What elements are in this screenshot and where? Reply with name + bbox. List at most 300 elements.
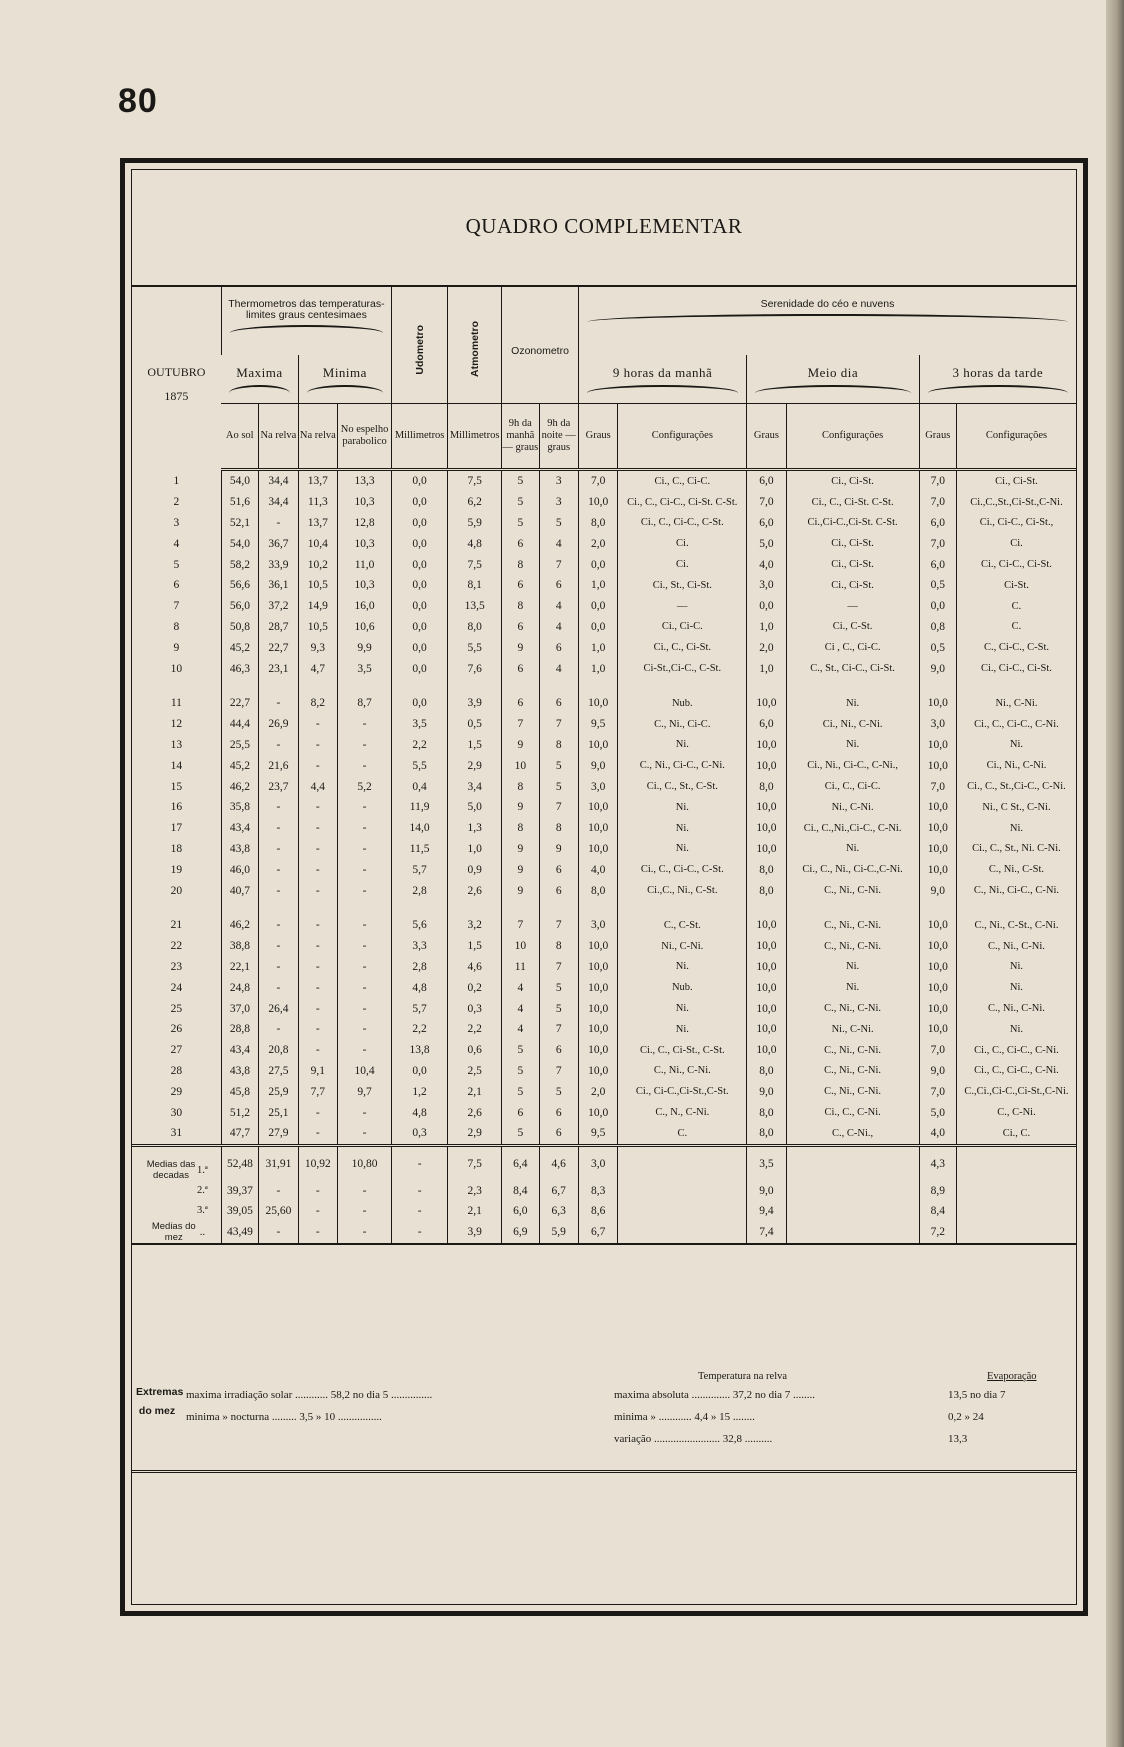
medias-row-label — [132, 1201, 221, 1221]
cell-g3: 10,0 — [919, 839, 956, 860]
cell-atm: 0,9 — [448, 859, 502, 880]
cell-esp: - — [338, 755, 392, 776]
col-config-1: Configurações — [618, 404, 747, 470]
table-frame-inner — [131, 169, 1077, 1605]
cell-c2: C., Ni., C-Ni. — [786, 998, 919, 1019]
medias-cell-rmax: 25,60 — [259, 1201, 298, 1221]
cell-rmax: 36,1 — [259, 575, 298, 596]
table-row — [132, 554, 1076, 575]
cell-om: 6 — [502, 1102, 539, 1123]
col-graus-3: Graus — [919, 404, 956, 470]
medias-cell-atm: 2,3 — [448, 1181, 502, 1201]
cell-rmin: - — [298, 797, 337, 818]
cell-udo: 0,0 — [392, 617, 448, 638]
cell-g2: 0,0 — [747, 596, 786, 617]
cell-on: 6 — [539, 1123, 578, 1145]
cell-g3: 7,0 — [919, 1081, 956, 1102]
medias-cell-g2: 9,4 — [747, 1201, 786, 1221]
bottom-rule — [132, 1470, 1076, 1473]
cell-sol: 51,6 — [221, 492, 258, 513]
cell-atm: 1,0 — [448, 839, 502, 860]
cell-esp: 9,7 — [338, 1081, 392, 1102]
cell-d: 28 — [170, 1064, 183, 1077]
cell-esp: - — [338, 797, 392, 818]
medias-empty — [956, 1201, 1076, 1221]
maxima-header — [221, 355, 298, 404]
cell-udo: 0,0 — [392, 513, 448, 534]
cell-rmax: 21,6 — [259, 755, 298, 776]
cell-on: 4 — [539, 617, 578, 638]
cell-c3: Ci., C., Ci-C., C-Ni. — [956, 1061, 1076, 1082]
cell-on: 7 — [539, 714, 578, 735]
cell-om: 5 — [502, 1061, 539, 1082]
cell-g1: 0,0 — [578, 617, 617, 638]
medias-row-label — [132, 1221, 221, 1244]
medias-cell-rmin: - — [298, 1221, 337, 1244]
cell-om: 9 — [502, 859, 539, 880]
cell-g3: 10,0 — [919, 936, 956, 957]
medias-cell-rmin: - — [298, 1201, 337, 1221]
cell-udo: 13,8 — [392, 1040, 448, 1061]
cell-esp: - — [338, 957, 392, 978]
cell-c2: Ni., C-Ni. — [786, 797, 919, 818]
cell-g2: 4,0 — [747, 554, 786, 575]
cell-g1: 2,0 — [578, 533, 617, 554]
cell-rmin: - — [298, 915, 337, 936]
cell-om: 4 — [502, 998, 539, 1019]
cell-d: 4 — [173, 537, 180, 550]
cell-rmin: 7,7 — [298, 1081, 337, 1102]
cell-g2: 10,0 — [747, 755, 786, 776]
cell-d: 3 — [173, 516, 180, 529]
cell-c3: C., Ni., C-Ni. — [956, 998, 1076, 1019]
table-row — [132, 915, 1076, 936]
cell-esp: 3,5 — [338, 658, 392, 679]
cell-c2: C., Ni., C-Ni. — [786, 1061, 919, 1082]
cell-on: 5 — [539, 776, 578, 797]
gap-cell — [919, 901, 956, 915]
cell-d: 16 — [170, 801, 183, 814]
table-row — [132, 977, 1076, 998]
brace — [229, 385, 289, 393]
period-noon-header — [747, 355, 919, 404]
cell-esp: - — [338, 839, 392, 860]
table-row — [132, 755, 1076, 776]
cell-esp: - — [338, 1102, 392, 1123]
cell-g3: 4,0 — [919, 1123, 956, 1145]
cell-g3: 3,0 — [919, 714, 956, 735]
gap-cell — [259, 901, 298, 915]
atmometro-header — [448, 286, 502, 404]
cell-atm: 2,2 — [448, 1019, 502, 1040]
gap-cell — [578, 901, 617, 915]
cell-rmax: 26,9 — [259, 714, 298, 735]
cell-g2: 10,0 — [747, 1019, 786, 1040]
medias-empty — [786, 1145, 919, 1181]
cell-g2: 1,0 — [747, 617, 786, 638]
cell-on: 6 — [539, 1102, 578, 1123]
cell-c1: Ni. — [618, 998, 747, 1019]
medias-cell-g1: 3,0 — [578, 1145, 617, 1181]
cell-rmin: - — [298, 936, 337, 957]
medias-cell-g2: 9,0 — [747, 1181, 786, 1201]
cell-g3: 10,0 — [919, 915, 956, 936]
cell-on: 5 — [539, 755, 578, 776]
medias-cell-g1: 8,3 — [578, 1181, 617, 1201]
medias-row — [132, 1221, 1076, 1244]
table-row — [132, 470, 1076, 492]
medias-empty — [956, 1145, 1076, 1181]
cell-c1: C. — [618, 1123, 747, 1145]
cell-g1: 10,0 — [578, 1102, 617, 1123]
cell-sol: 50,8 — [221, 617, 258, 638]
cell-sol: 43,4 — [221, 1040, 258, 1061]
medias-cell-on: 5,9 — [539, 1221, 578, 1244]
medias-ordinal: 1.ª — [197, 1164, 208, 1176]
table-row — [132, 776, 1076, 797]
cell-g2: 5,0 — [747, 533, 786, 554]
period-afternoon-header — [919, 355, 1076, 404]
cell-rmin: 8,2 — [298, 693, 337, 714]
col-espelho: No espelho parabolico — [338, 404, 392, 470]
cell-udo: 5,7 — [392, 998, 448, 1019]
cell-d: 1 — [173, 474, 180, 487]
cell-g1: 1,0 — [578, 658, 617, 679]
cell-g3: 5,0 — [919, 1102, 956, 1123]
cell-om: 9 — [502, 880, 539, 901]
cell-c1: Ci. — [618, 533, 747, 554]
cell-c1: Nub. — [618, 693, 747, 714]
cell-c2: Ci., Ni., Ci-C., C-Ni., — [786, 755, 919, 776]
cell-rmax: - — [259, 818, 298, 839]
cell-om: 4 — [502, 1019, 539, 1040]
cell-rmax: 36,7 — [259, 533, 298, 554]
cell-sol: 54,0 — [221, 533, 258, 554]
extremes-line1-right: 13,5 no dia 7 — [948, 1389, 1006, 1401]
cell-udo: 0,0 — [392, 470, 448, 492]
cell-udo: 1,2 — [392, 1081, 448, 1102]
cell-c2: Ci., C-St. — [786, 617, 919, 638]
table-row — [132, 998, 1076, 1019]
cell-d: 24 — [170, 981, 183, 994]
cell-atm: 8,0 — [448, 617, 502, 638]
cell-d: 10 — [170, 662, 183, 675]
cell-c2: Ci., C., Ci-St. C-St. — [786, 492, 919, 513]
cell-atm: 6,2 — [448, 492, 502, 513]
cell-atm: 0,5 — [448, 714, 502, 735]
cell-d: 2 — [173, 496, 180, 509]
cell-on: 6 — [539, 637, 578, 658]
cell-g1: 8,0 — [578, 880, 617, 901]
brace — [755, 385, 910, 393]
cell-g2: 8,0 — [747, 776, 786, 797]
cell-c3: Ni. — [956, 818, 1076, 839]
gap-cell — [392, 901, 448, 915]
cell-sol: 46,2 — [221, 776, 258, 797]
cell-g3: 10,0 — [919, 957, 956, 978]
cell-on: 4 — [539, 596, 578, 617]
cell-c1: C., C-St. — [618, 915, 747, 936]
cell-om: 11 — [502, 957, 539, 978]
medias-cell-om: 6,0 — [502, 1201, 539, 1221]
gap-cell — [502, 901, 539, 915]
medias-cell-rmin: - — [298, 1181, 337, 1201]
medias-rows — [132, 1145, 1076, 1244]
cell-om: 10 — [502, 936, 539, 957]
cell-d: 6 — [173, 579, 180, 592]
cell-g1: 10,0 — [578, 957, 617, 978]
cell-esp: 10,3 — [338, 575, 392, 596]
table-row — [132, 658, 1076, 679]
gap-cell — [448, 679, 502, 693]
cell-d: 20 — [170, 884, 183, 897]
cell-g3: 9,0 — [919, 880, 956, 901]
cell-rmin: - — [298, 755, 337, 776]
gap-cell — [132, 901, 221, 915]
cell-atm: 2,9 — [448, 1123, 502, 1145]
cell-c3: C., Ni., Ci-C., C-Ni. — [956, 880, 1076, 901]
cell-sol: 22,1 — [221, 957, 258, 978]
cell-on: 5 — [539, 998, 578, 1019]
cell-g2: 9,0 — [747, 1081, 786, 1102]
cell-c2: Ci.,Ci-C.,Ci-St. C-St. — [786, 513, 919, 534]
table-row — [132, 513, 1076, 534]
cell-udo: 0,0 — [392, 637, 448, 658]
gap-cell — [747, 679, 786, 693]
cell-c3: C., C-Ni. — [956, 1102, 1076, 1123]
cell-g3: 7,0 — [919, 776, 956, 797]
medias-cell-g3: 8,9 — [919, 1181, 956, 1201]
cell-c1: C., N., C-Ni. — [618, 1102, 747, 1123]
cell-d: 13 — [170, 738, 183, 751]
cell-om: 5 — [502, 1081, 539, 1102]
col-oz-manha: 9h da manhã — graus — [502, 404, 539, 470]
cell-om: 6 — [502, 533, 539, 554]
cell-om: 7 — [502, 714, 539, 735]
cell-rmin: 10,5 — [298, 575, 337, 596]
cell-c1: Ci., C., Ci-St. — [618, 637, 747, 658]
cell-d: 14 — [170, 759, 183, 772]
cell-om: 6 — [502, 575, 539, 596]
cell-rmin: 4,4 — [298, 776, 337, 797]
medias-cell-esp: - — [338, 1181, 392, 1201]
cell-udo: 2,8 — [392, 957, 448, 978]
col-graus-1: Graus — [578, 404, 617, 470]
col-atmometro-mm: Millimetros — [448, 404, 502, 470]
cell-d: 22 — [170, 940, 183, 953]
cell-g1: 10,0 — [578, 977, 617, 998]
cell-sol: 45,8 — [221, 1081, 258, 1102]
page-number: 80 — [118, 82, 158, 120]
cell-d: 5 — [173, 558, 180, 571]
cell-g3: 0,5 — [919, 637, 956, 658]
cell-esp: - — [338, 1123, 392, 1145]
cell-rmin: 14,9 — [298, 596, 337, 617]
cell-c2: Ci., C.,Ni.,Ci-C., C-Ni. — [786, 818, 919, 839]
cell-c3: Ci., C., Ci-C., C-Ni. — [956, 714, 1076, 735]
cell-c2: Ci., C., Ci-C. — [786, 776, 919, 797]
medias-cell-g1: 8,6 — [578, 1201, 617, 1221]
cell-c3: Ci., Ci-St. — [956, 470, 1076, 492]
cell-rmin: 9,1 — [298, 1061, 337, 1082]
cell-atm: 5,0 — [448, 797, 502, 818]
cell-rmax: 27,5 — [259, 1061, 298, 1082]
cell-d: 11 — [170, 697, 182, 710]
col-relva-min: Na relva — [298, 404, 337, 470]
cell-esp: - — [338, 859, 392, 880]
cell-sol: 43,4 — [221, 818, 258, 839]
cell-g2: 10,0 — [747, 818, 786, 839]
medias-cell-rmax: - — [259, 1181, 298, 1201]
cell-sol: 56,6 — [221, 575, 258, 596]
cell-on: 5 — [539, 1081, 578, 1102]
cell-rmin: - — [298, 1123, 337, 1145]
cell-on: 5 — [539, 513, 578, 534]
cell-rmax: 27,9 — [259, 1123, 298, 1145]
cell-atm: 1,5 — [448, 936, 502, 957]
cell-rmax: 23,7 — [259, 776, 298, 797]
table-row — [132, 714, 1076, 735]
cell-esp: - — [338, 1019, 392, 1040]
cell-atm: 13,5 — [448, 596, 502, 617]
month-label: OUTUBRO — [147, 365, 206, 380]
cell-g1: 10,0 — [578, 1019, 617, 1040]
cell-esp: 10,3 — [338, 533, 392, 554]
gap-cell — [539, 679, 578, 693]
gap-cell — [448, 901, 502, 915]
cell-g2: 10,0 — [747, 1040, 786, 1061]
cell-atm: 4,6 — [448, 957, 502, 978]
cell-rmin: - — [298, 957, 337, 978]
cell-udo: 0,0 — [392, 658, 448, 679]
cell-g1: 7,0 — [578, 470, 617, 492]
cell-g2: 8,0 — [747, 880, 786, 901]
medias-empty — [618, 1181, 747, 1201]
cell-on: 7 — [539, 1061, 578, 1082]
cell-om: 9 — [502, 839, 539, 860]
cell-sol: 40,7 — [221, 880, 258, 901]
cell-rmax: - — [259, 915, 298, 936]
col-graus-2: Graus — [747, 404, 786, 470]
cell-sol: 43,8 — [221, 1061, 258, 1082]
medias-cell-on: 6,7 — [539, 1181, 578, 1201]
cell-d: 17 — [170, 822, 183, 835]
cell-g3: 0,0 — [919, 596, 956, 617]
cell-c2: Ci., Ci-St. — [786, 554, 919, 575]
cell-c1: Ni., C-Ni. — [618, 936, 747, 957]
cell-udo: 4,8 — [392, 1102, 448, 1123]
medias-cell-sol: 39,37 — [221, 1181, 258, 1201]
cell-rmin: - — [298, 880, 337, 901]
gap-cell — [919, 679, 956, 693]
medias-empty — [618, 1145, 747, 1181]
cell-on: 7 — [539, 797, 578, 818]
medias-cell-rmax: - — [259, 1221, 298, 1244]
cell-esp: 11,0 — [338, 554, 392, 575]
cell-rmin: - — [298, 1040, 337, 1061]
cell-on: 7 — [539, 957, 578, 978]
cell-udo: 2,8 — [392, 880, 448, 901]
cell-c2: Ci., C., Ni., Ci-C.,C-Ni. — [786, 859, 919, 880]
cell-g1: 0,0 — [578, 596, 617, 617]
cell-g2: 10,0 — [747, 797, 786, 818]
medias-row — [132, 1145, 1076, 1181]
medias-row — [132, 1201, 1076, 1221]
cell-esp: - — [338, 998, 392, 1019]
cell-on: 6 — [539, 859, 578, 880]
medias-cell-g2: 7,4 — [747, 1221, 786, 1244]
cell-rmax: 25,9 — [259, 1081, 298, 1102]
cell-udo: 11,5 — [392, 839, 448, 860]
medias-ordinal: .. — [199, 1226, 206, 1238]
extremes-label: Extremas do mez — [136, 1386, 184, 1417]
cell-udo: 11,9 — [392, 797, 448, 818]
gap-cell — [747, 901, 786, 915]
medias-cell-g3: 8,4 — [919, 1201, 956, 1221]
medias-row — [132, 1181, 1076, 1201]
cell-on: 8 — [539, 818, 578, 839]
cell-g3: 7,0 — [919, 470, 956, 492]
cell-rmax: 34,4 — [259, 470, 298, 492]
cell-rmax: - — [259, 977, 298, 998]
cell-rmax: 28,7 — [259, 617, 298, 638]
cell-rmax: 37,2 — [259, 596, 298, 617]
cell-g2: 10,0 — [747, 915, 786, 936]
cell-g2: 6,0 — [747, 470, 786, 492]
col-config-3: Configurações — [956, 404, 1076, 470]
medias-cell-udo: - — [392, 1145, 448, 1181]
cell-g1: 9,5 — [578, 714, 617, 735]
cell-udo: 2,2 — [392, 1019, 448, 1040]
cell-g2: 10,0 — [747, 998, 786, 1019]
cell-g3: 0,5 — [919, 575, 956, 596]
gap-cell — [132, 679, 221, 693]
table-row — [132, 1019, 1076, 1040]
cell-om: 6 — [502, 693, 539, 714]
cell-rmax: 22,7 — [259, 637, 298, 658]
cell-c2: Ni., C-Ni. — [786, 1019, 919, 1040]
cell-c1: Ci.,C., Ni., C-St. — [618, 880, 747, 901]
cell-d: 7 — [173, 600, 180, 613]
cell-on: 9 — [539, 839, 578, 860]
cell-g3: 10,0 — [919, 977, 956, 998]
medias-cell-om: 6,4 — [502, 1145, 539, 1181]
cell-atm: 1,3 — [448, 818, 502, 839]
cell-on: 3 — [539, 470, 578, 492]
cell-c2: Ci., C., C-Ni. — [786, 1102, 919, 1123]
cell-c3: C. — [956, 617, 1076, 638]
extremes-line1-mid: maxima absoluta .............. 37,2 no dia 7 ........ — [614, 1389, 816, 1401]
cell-om: 8 — [502, 596, 539, 617]
cell-g2: 3,0 — [747, 575, 786, 596]
cell-om: 6 — [502, 617, 539, 638]
table-row — [132, 797, 1076, 818]
cell-c2: Ci , C., Ci-C. — [786, 637, 919, 658]
medias-cell-esp: - — [338, 1221, 392, 1244]
medias-empty — [618, 1221, 747, 1244]
cell-sol: 46,0 — [221, 859, 258, 880]
cell-rmax: 25,1 — [259, 1102, 298, 1123]
medias-cell-g2: 3,5 — [747, 1145, 786, 1181]
cell-atm: 3,9 — [448, 693, 502, 714]
medias-cell-sol: 52,48 — [221, 1145, 258, 1181]
gap-cell — [392, 679, 448, 693]
extremes-line2-right: 0,2 » 24 — [948, 1411, 984, 1423]
cell-atm: 1,5 — [448, 735, 502, 756]
gap-cell — [618, 679, 747, 693]
medias-row-label — [132, 1181, 221, 1201]
cell-g2: 10,0 — [747, 693, 786, 714]
